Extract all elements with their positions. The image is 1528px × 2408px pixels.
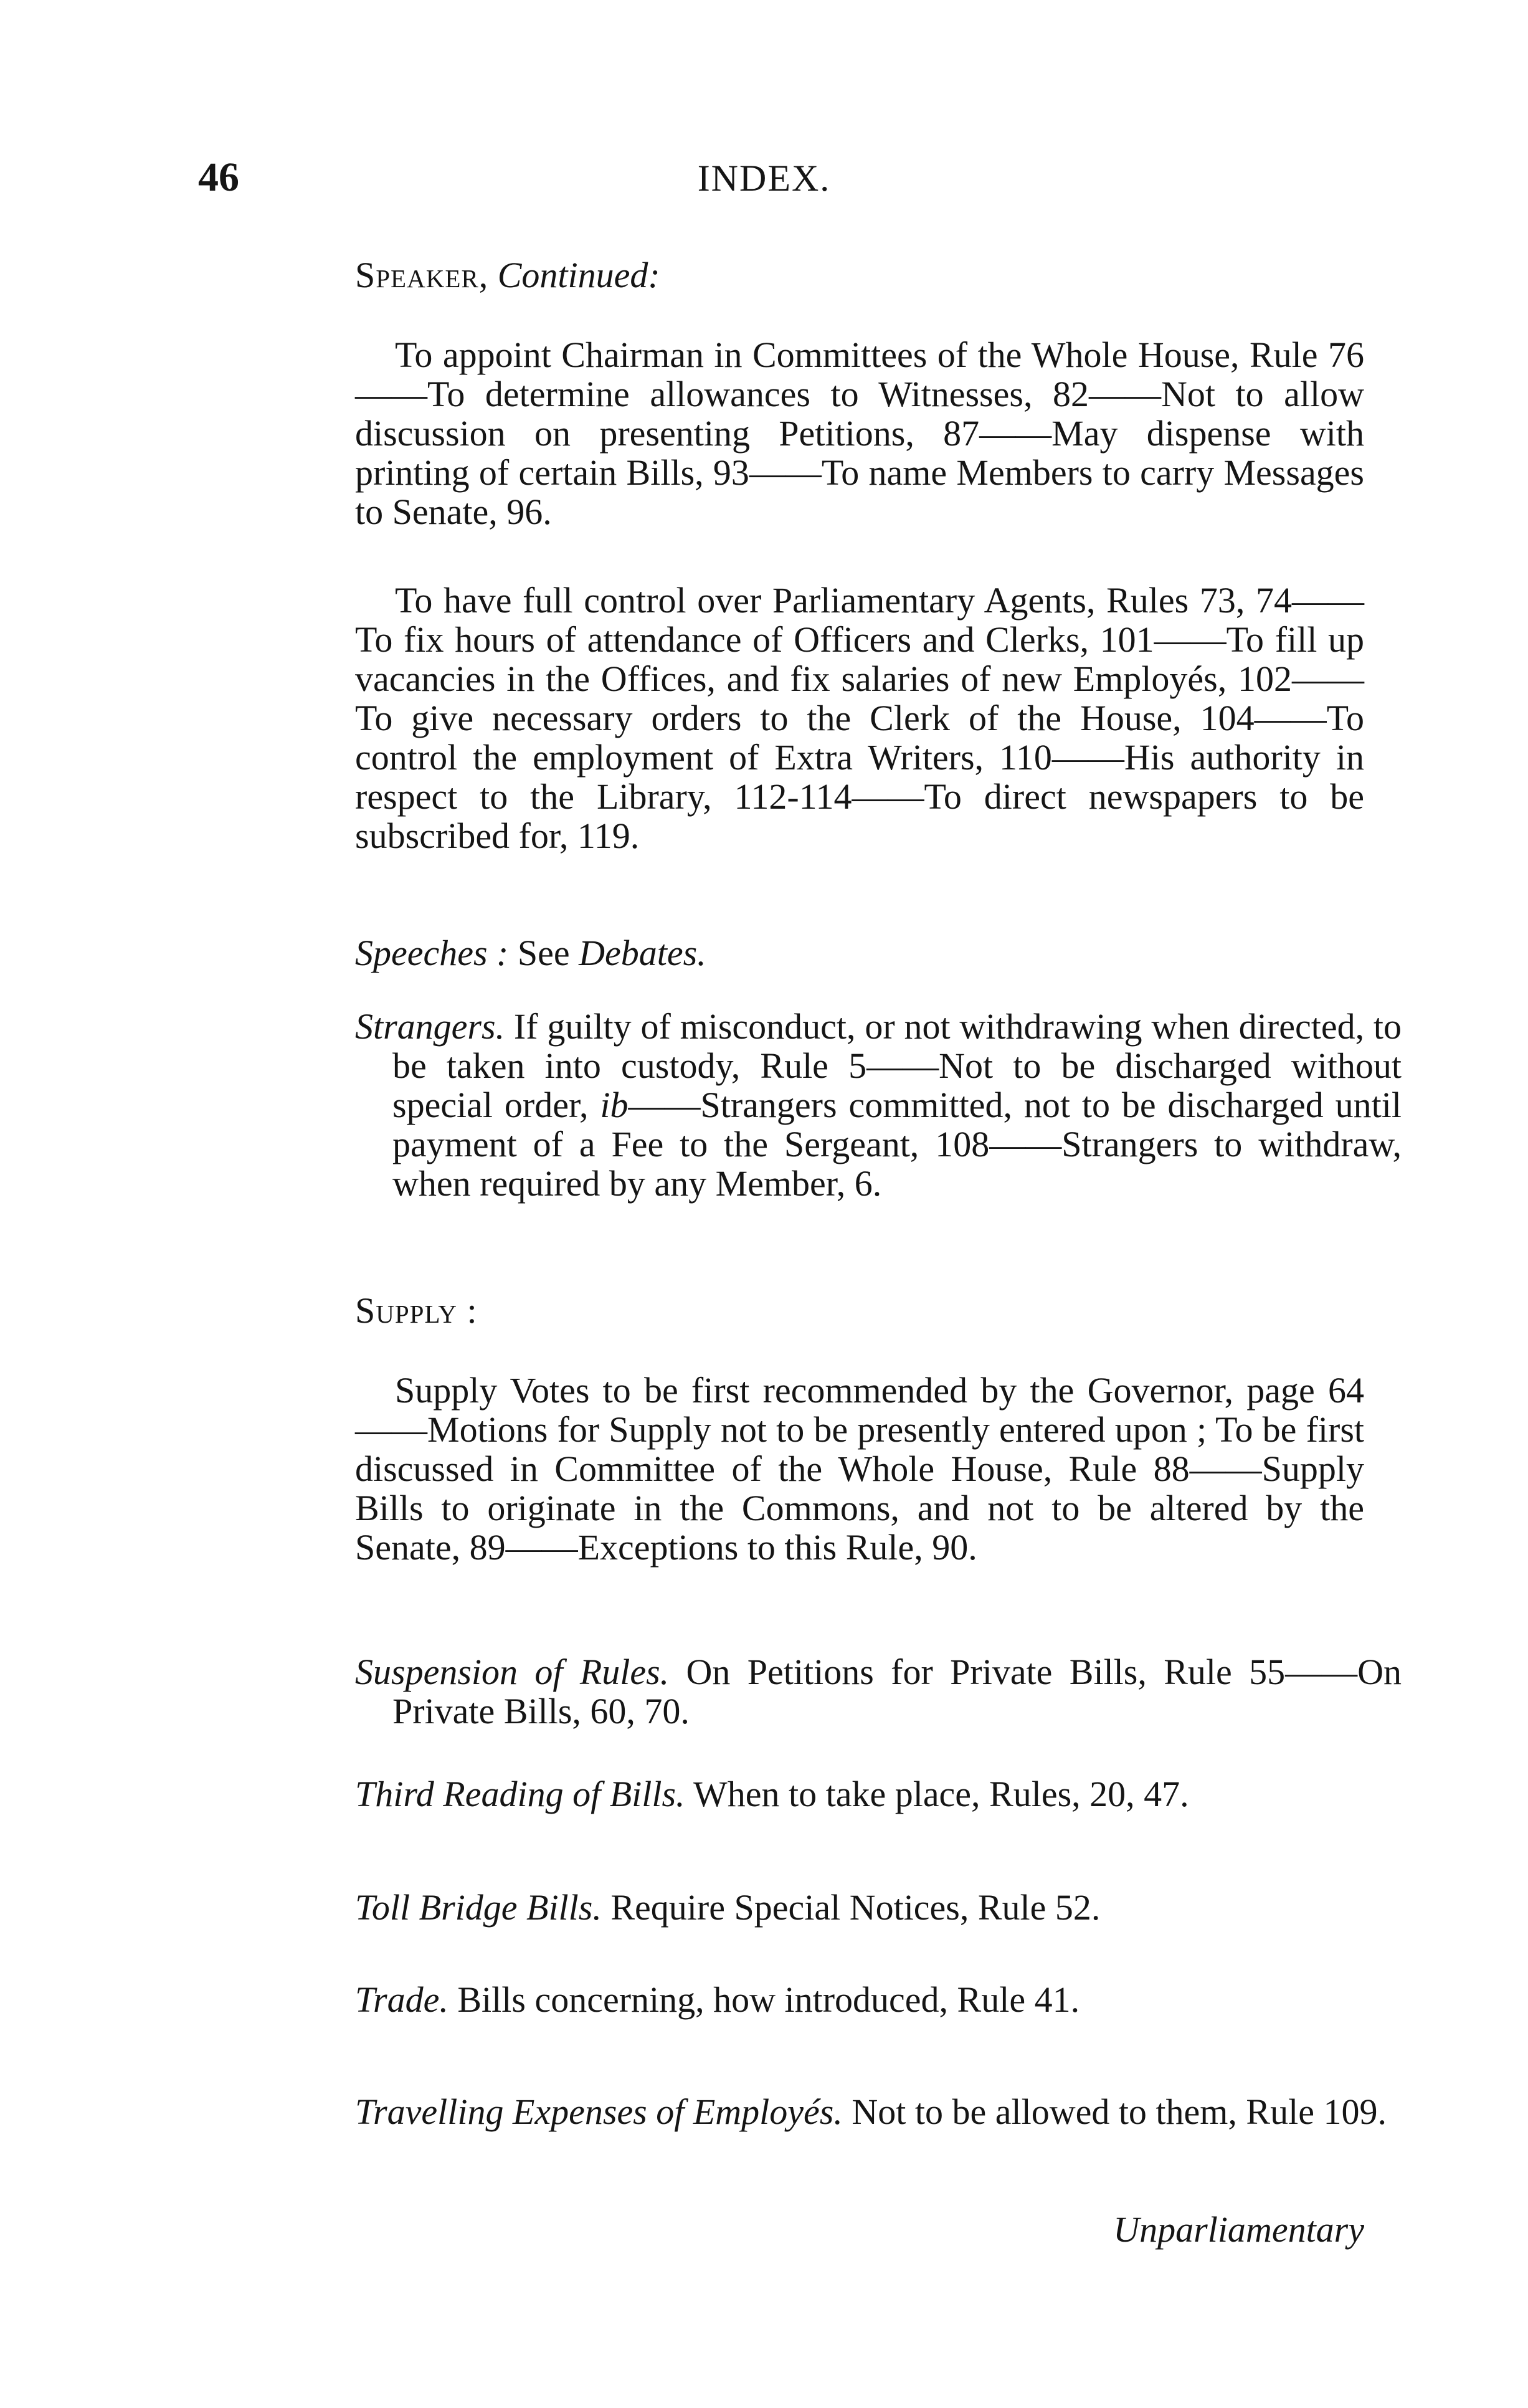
third-reading-entry: [355, 1774, 1402, 1814]
travelling-expenses-entry: [355, 2092, 1402, 2131]
third-reading-text: When to take place, Rules, 20, 47.: [685, 1774, 1189, 1814]
trade-term: Trade.: [355, 1979, 448, 2020]
speeches-term: Speeches :: [355, 933, 509, 973]
third-reading-term: Third Reading of Bills.: [355, 1774, 685, 1814]
speaker-paragraph-2: To have full control over Parliamentary Agents, Rules 73, 74——To fix hours of attendance of Officers and Clerks, 101——To fill up vacancies in the Offices, and fix salaries of new Employés, 102——To give necessary orders to the Clerk of the House, 104——To control the employment of Extra Writers, 110——His authority in respect to the Library, 112-114——To direct newspapers to be subscribed for, 119.: [355, 580, 1364, 856]
supply-heading-term: Supply :: [355, 1290, 478, 1331]
strangers-ib: ib: [600, 1085, 629, 1125]
strangers-term: Strangers.: [355, 1006, 505, 1047]
toll-bridge-term: Toll Bridge Bills.: [355, 1887, 602, 1928]
speaker-heading-continued: Continued:: [488, 255, 660, 295]
travelling-term: Travelling Expenses of Employés.: [355, 2092, 843, 2132]
page-number: 46: [198, 155, 239, 200]
strangers-entry: [355, 1007, 1402, 1203]
running-head: INDEX.: [697, 158, 831, 199]
speeches-ref: Debates.: [579, 933, 706, 973]
trade-entry: [355, 1980, 1402, 2019]
strangers-text: If guilty of misconduct, or not withdrawing when directed, to be taken into custody, Rule 5——Not to be discharged without special order,: [392, 1006, 1402, 1125]
speaker-paragraph-1: To appoint Chairman in Committees of the Whole House, Rule 76——To determine allowances to Witnesses, 82——Not to allow discussion on presenting Petitions, 87——May dispense with printing of certain Bills, 93——To name Members to carry Messages to Senate, 96.: [355, 335, 1364, 532]
trade-text: Bills concerning, how introduced, Rule 41.: [448, 1979, 1080, 2020]
travelling-text: Not to be allowed to them, Rule 109.: [842, 2092, 1387, 2132]
catchword: Unparliamentary: [1113, 2209, 1364, 2250]
supply-heading: [355, 1291, 1364, 1330]
speaker-heading: [355, 255, 1364, 295]
supply-paragraph: Supply Votes to be first recommended by the Governor, page 64——Motions for Supply not to be presently entered upon ; To be first discussed in Committee of the Whole House, Rule 88——Supply Bills to originate in the Commons, and not to be altered by the Senate, 89——Exceptions to this Rule, 90.: [355, 1370, 1364, 1568]
suspension-entry: [355, 1652, 1402, 1731]
toll-bridge-text: Require Special Notices, Rule 52.: [601, 1887, 1101, 1928]
speeches-entry: [355, 933, 1402, 973]
toll-bridge-entry: [355, 1888, 1402, 1927]
speeches-text: See: [508, 933, 579, 973]
speaker-heading-term: Speaker,: [355, 255, 489, 295]
suspension-text: On Petitions for Private Bills, Rule 55——On Private Bills, 60, 70.: [392, 1652, 1402, 1731]
strangers-text-2: ——Strangers committed, not to be discharged until payment of a Fee to the Sergeant, 108——Strangers to withdraw, when required by any Member, 6.: [392, 1085, 1402, 1204]
suspension-term: Suspension of Rules.: [355, 1652, 670, 1692]
